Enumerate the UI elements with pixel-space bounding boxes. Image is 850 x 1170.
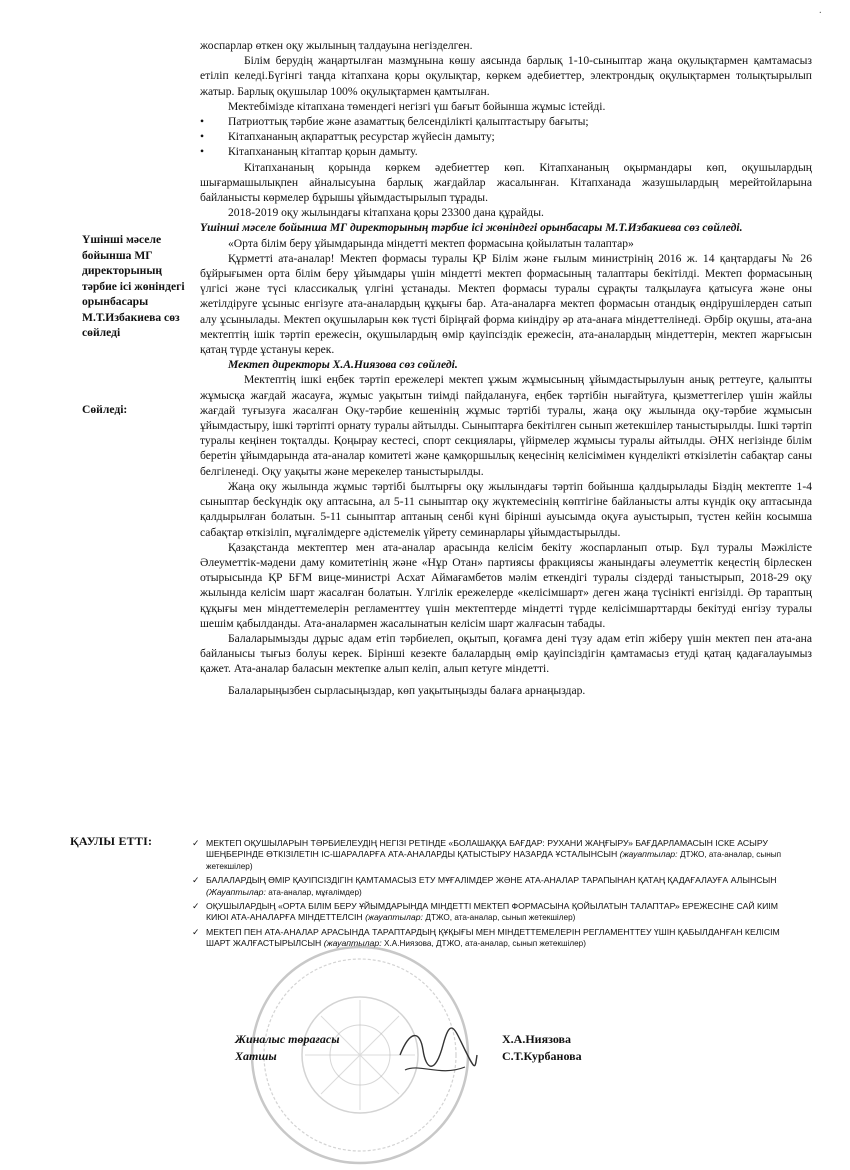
left-note-spoke: Сөйледі: <box>82 403 128 416</box>
responsible-label: (Жауаптылар: <box>206 886 266 897</box>
bullet-list <box>200 114 812 160</box>
list-item: • Кітапхананың ақпараттық ресурстар жүйесін дамыту; <box>200 129 812 144</box>
decision-item <box>192 901 792 924</box>
decision-item <box>192 838 792 872</box>
paragraph: Жаңа оқу жылында жұмыс тәртібі былтырғы оқу жылындағы тәртіп бойынша қалдырылады Біздің мектепте 1-4 сыныптар бесkүндік оқу аптасына, ал 5-11 сыныптар оқу жүктемесінің көптігіне байланысты алты күндік оқу аптасында қалдырылған болатын. 5-11 сыныптар аптаның сенбі күні бірінші ауысымда оқуға ауыстырып, түстен кейін косымша сабақтар өткізіліп, мұғалімдерге әдістемелік үйрету семинарлары ұйымдастырылды. <box>200 479 812 539</box>
decision-item <box>192 875 792 898</box>
checkmark-icon: ✓ <box>192 901 200 912</box>
paragraph: Балаларыңызбен сырласыңыздар, көп уақытыңызды балаға арнаңыздар. <box>228 683 586 697</box>
chair-name: Х.А.Ниязова <box>502 1032 572 1046</box>
signature-scribble <box>395 1025 480 1085</box>
decision-list <box>192 838 792 953</box>
paragraph: Білім берудің жаңартылған мазмұнына көшу аясында барлық 1-10-сыныптар жаңа оқулықтармен қамтамасыз етіліп келеді.Бүгінгі таңда кітапхана қоры оқулықтар, көркем әдебиеттер, электрондық оқулықтармен толықтырылып жатыр. Барлық оқушылар 100% оқулықтармен қамтылған. <box>200 54 812 98</box>
paragraph: Мектептің ішкі еңбек тәртіп ережелері мектеп ұжым жұмысының ұйымдастырылуын анық реттеуге, қалыпты жұмысқа жағдай жасауға, жұмыс уақытын тиімді пайдалануға, еңбек тәртібін нығайтуға, қызметтегілер үшін жайлы жағдай туғызуға жасалған Оқу-тәрбие кешенінің жұмыс тәртібі туралы, жаңа оқу жылында оқу-тәрбие жұмысын ұйымдастыру, ішкі тәртіпті орнату туралы айтылды. Сыныптарға бекітілген сынып жетекшілер таныстырылды. Ішкі тәртіп туралы кеңінен тоқталды. Қоңырау кестесі, спорт секциялары, үйірмелер жұмысы туралы айтылды. ӘНХ негізінде білім беретін ұйымдарында ата-аналар комитеті және қамқоршылық кеңесінің келісімімен күнделікті өткізілетін сабақтар саны белгіленеді. Оқу уақыты және мерекелер таныстырылды. <box>200 373 812 478</box>
decided-heading: ҚАУЛЫ ЕТТІ: <box>70 834 153 848</box>
list-item: • Кітапхананың кітаптар қорын дамыту. <box>200 144 812 159</box>
secretary-name: С.Т.Курбанова <box>502 1049 582 1063</box>
secretary-label: Хатшы <box>235 1049 277 1063</box>
responsible-text: ДТЖО, ата-аналар, сынып жетекшілер) <box>425 913 576 923</box>
responsible-text: ДТЖО, ата-аналар, сынып жетекшілер) <box>206 850 782 871</box>
chair-label: Жиналыс төрағасы <box>235 1032 340 1046</box>
paragraph: Қазақстанда мектептер мен ата-аналар арасында келісім бекіту жоспарланып отыр. Бұл туралы Мәжілісте Әлеуметтік-мәдени даму комитетінің және «Нұр Отан» партиясы фракциясы жанындағы әлеуметтік кеңестің бірлескен отырысында ҚР БҒМ вице-министрі Асхат Аймағамбетов мәлім еткендігі туралы сіздерді таныстырып, 2018-29 оқу жылында келісім шарт жасалған болатын. Үлгілік ережелерде «келісімшарт» деген жаңа түсінікті енгізілді. Әр тараптың құқығы мен міндеттемелерін регламенттеу үшін мектептерде міндетті түрде келісімшарттарды бекітуді енгізу туралы шешім қабылданды. Ата-аналармен жасалынатын келісім шарт жалғасын табады. <box>200 540 812 630</box>
paragraph: 2018-2019 оқу жылындағы кітапхана қоры 23300 дана құрайды. <box>228 206 544 220</box>
responsible-label: (жауаптылар: <box>365 912 423 923</box>
responsible-text: Х.А.Ниязова, ДТЖО, ата-аналар, сынып жетекшілер) <box>384 939 586 949</box>
paragraph: «Орта білім беру ұйымдарында міндетті мектеп формасына қойылатын талаптар» <box>228 236 634 250</box>
corner-mark: · <box>818 8 822 19</box>
checkmark-icon: ✓ <box>192 875 200 886</box>
section-heading: Үшінші мәселе бойынша МГ директорының тәрбие ісі жөніндегі орынбасары М.Т.Избакиева сөз сөйледі. <box>200 221 743 235</box>
paragraph: жоспарлар өткен оқу жылының талдауына негізделген. <box>200 39 473 52</box>
responsible-label: (жауаптылар: <box>619 849 678 860</box>
decision-text: МЕКТЕП ПЕН АТА-АНАЛАР АРАСЫНДА ТАРАПТАРДЫҢ ҚҰҚЫҒЫ МЕН МІНДЕТТЕМЕЛЕРІН РЕГЛАМЕНТТЕУ ҮШІН ҚАБЫЛДАНҒАН КЕЛІСІМ ШАРТ ЖАЛҒАСТЫРЫЛСЫН <box>206 926 780 949</box>
main-body <box>200 38 812 698</box>
decision-text: ОҚУШЫЛАРДЫҢ «ОРТА БІЛІМ БЕРУ ҰЙЫМДАРЫНДА МІНДЕТТІ МЕКТЕП ФОРМАСЫНА ҚОЙЫЛАТЫН ТАЛАПТАР» ЕРЕЖЕСІНЕ САЙ КИІМ КИЮІ АТА-АНАЛАРҒА МІНДЕТТЕЛСІН <box>206 901 778 923</box>
section-heading: Мектеп директоры Х.А.Ниязова сөз сөйледі. <box>228 358 458 372</box>
paragraph: Мектебімізде кітапхана төмендегі негізгі үш бағыт бойынша жұмыс істейді. <box>228 99 606 113</box>
paragraph: Кітапхананың қорында көркем әдебиеттер көп. Кітапхананың оқырмандары көп, оқушылардың шығармашылықпен айналысуына барлық жағдайлар жасалынған. Кітапханада жазушылардың мерейтойларына байланысты көрмелер бұрышы ұйымдастырылып тұрады. <box>200 160 812 205</box>
checkmark-icon: ✓ <box>192 838 200 848</box>
decision-text: МЕКТЕП ОҚУШЫЛАРЫН ТӘРБИЕЛЕУДІҢ НЕГІЗІ РЕТІНДЕ «БОЛАШАҚҚА БАҒДАР: РУХАНИ ЖАҢҒЫРУ» БАҒДАРЛАМАСЫН ІСКЕ АСЫРУ ШЕҢБЕРІНДЕ ӨТКІЗІЛЕТІН ІС-ШАРАЛАРҒА АТА-АНАЛАРДЫ ҚАТЫСТЫРУ НАЗАРДА ҰСТАЛЫНСЫН <box>206 838 768 860</box>
left-note-speaker3: Үшінші мәселе бойынша МГ директорының тәрбие ісі жөніндегі орынбасары М.Т.Избакиева сөз сөйледі <box>82 233 185 339</box>
checkmark-icon: ✓ <box>192 926 200 937</box>
paragraph: Құрметті ата-аналар! Мектеп формасы туралы ҚР Білім және ғылым министрінің 2016 ж. 14 қаңтардағы № 26 бұйрығымен орта білім беру ұйымдары үшін міндетті мектеп формасының талаптары бекітілді. Мектеп формасының үлгісі және түсі классикалық үлгіні ұстанады. Мектеп формасы туралы сұрақты талқылауға қатысуға және оны жетілдіруге ұсыныс енгізуге ата-аналардың құқығы бар. Ата-аналарға мектеп формасын отандық өндірушілерден сатып алу ұсынылады. Мектеп оқушыларын көк түсті біріңғай форма киіндіру әр ата-анаға міндеттелінеді. Әрбір оқушы, ата-ана мектептің ішік тәртіп ережесін, оқушылардың өмір қауіпсіздік ережесін, ата-аналардың міндеттерін, мектеп жарғысын қатаң түрде ұстануы керек. <box>200 251 812 357</box>
paragraph: Балаларымызды дұрыс адам етіп тәрбиелеп, оқытып, қоғамға дені түзу адам етіп жіберу үшін мектеп пен ата-ана байланысы тығыз болуы керек. Бірінші кезекте балалардың өмір қауіпсіздігін қамтамасыз етуді қатаң қадағалауымыз қажет. Ата-аналар баласын мектепке алып келіп, алып кетуге міндетті. <box>200 631 812 676</box>
responsible-label: (жауаптылар: <box>323 938 382 949</box>
list-item: • Патриоттық тәрбие және азаматтық белсенділікті қалыптастыру бағыты; <box>200 114 812 129</box>
decision-text: БАЛАЛАРДЫҢ ӨМІР ҚАУІПСІЗДІГІН ҚАМТАМАСЫЗ ЕТУ МҰҒАЛІМДЕР ЖӘНЕ АТА-АНАЛАР ТАРАПЫНАН ҚАТАҢ ҚАДАҒАЛАУҒА АЛЫНСЫН <box>206 875 777 886</box>
responsible-text: ата-аналар, мұғалімдер) <box>268 887 362 897</box>
